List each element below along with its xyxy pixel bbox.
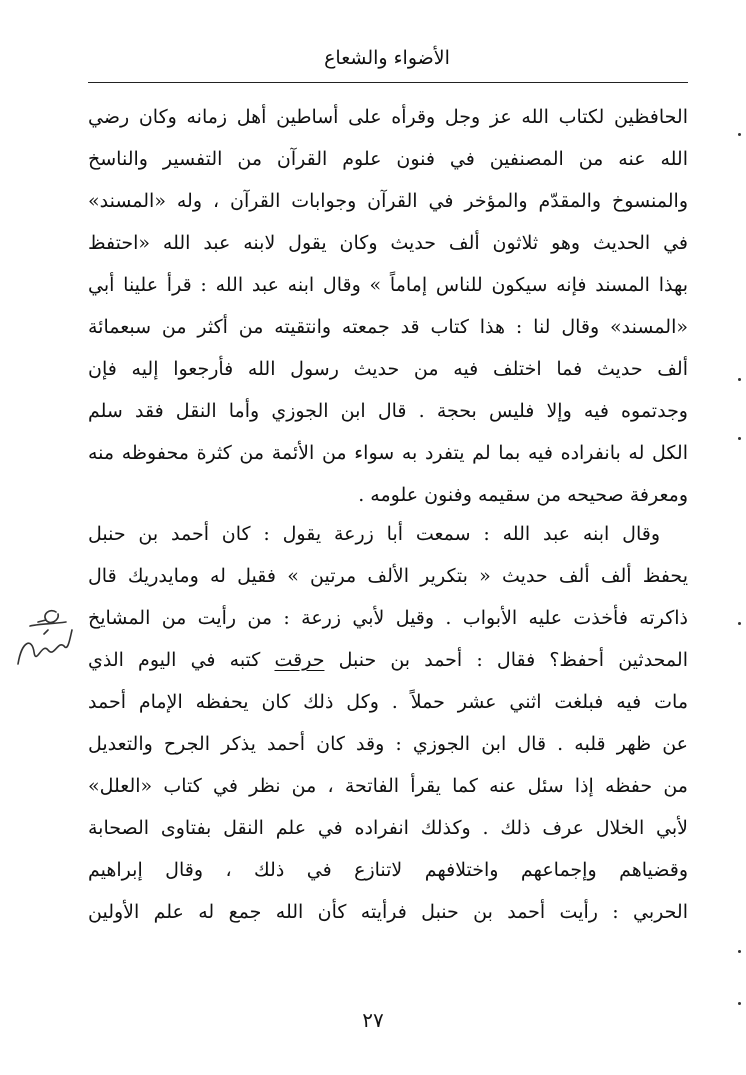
handwritten-margin-note [8, 600, 88, 680]
scan-speck [738, 950, 741, 953]
text-line: في الحديث وهو ثلاثون ألف حديث وكان يقول لابنه عبد الله «احتفظ [88, 232, 688, 254]
scan-speck [738, 1002, 741, 1005]
text-line: «المسند» وقال لنا : هذا كتاب قد جمعته وانتقيته من أكثر من سبعمائة [88, 316, 688, 338]
text-line: مات فيه فبلغت اثني عشر حملاً . وكل ذلك كان يحفظه الإمام أحمد [88, 691, 688, 713]
page-number: ٢٧ [362, 1008, 384, 1032]
running-header-title: الأضواء والشعاع [324, 47, 450, 69]
text-line: ذاكرته فأخذت عليه الأبواب . وقيل لأبي زرعة : من رأيت من المشايخ [88, 607, 688, 629]
text-line: ومعرفة صحيحه من سقيمه وفنون علومه . [358, 484, 688, 506]
text-line: عن ظهر قلبه . قال ابن الجوزي : وقد كان أحمد يذكر الجرح والتعديل [88, 733, 688, 755]
header-rule [88, 82, 688, 83]
text-line: الله عنه من المصنفين في فنون علوم القرآن من التفسير والناسخ [88, 148, 688, 170]
text-line: وجدتموه فيه وإلا فليس بحجة . قال ابن الجوزي وأما النقل فقد سلم [88, 400, 688, 422]
text-line: من حفظه إذا سئل عنه كما يقرأ الفاتحة ، من نظر في كتاب «العلل» [88, 775, 688, 797]
text-line: الحربي : رأيت أحمد بن حنبل فرأيته كأن الله جمع له علم الأولين [88, 901, 688, 923]
paragraph-2 [88, 513, 688, 933]
paragraph-1 [88, 96, 688, 516]
text-line: والمنسوخ والمقدّم والمؤخر في القرآن وجوابات القرآن ، وله «المسند» [88, 190, 688, 212]
scan-speck [738, 133, 741, 136]
text-line: وقال ابنه عبد الله : سمعت أبا زرعة يقول : كان أحمد بن حنبل [88, 523, 660, 545]
text-line: يحفظ ألف ألف حديث « بتكرير الألف مرتين » فقيل له ومايدريك قال [88, 565, 688, 587]
text-line: لأبي الخلال عرف ذلك . وكذلك انفراده في علم النقل بفتاوى الصحابة [88, 817, 688, 839]
text-line: الحافظين لكتاب الله عز وجل وقرأه على أساطين أهل زمانه وكان رضي [88, 106, 688, 128]
underlined-word: حرقت [274, 649, 325, 671]
scan-speck [738, 378, 741, 381]
text-line: الكل له بانفراده فيه بما لم يتفرد به سواء من الأئمة من كثرة محفوظه منه [88, 442, 688, 464]
text-line: ألف حديث فما اختلف فيه من حديث رسول الله فأرجعوا إليه فإن [88, 358, 688, 380]
scan-speck [738, 437, 741, 440]
text-line: بهذا المسند فإنه سيكون للناس إماماً » وقال ابنه عبد الله : قرأ علينا أبي [88, 274, 688, 296]
text-line: وقضياهم وإجماعهم واختلافهم لاتنازع في ذلك ، وقال إبراهيم [88, 859, 688, 881]
text-line-with-underline: المحدثين أحفظ؟ فقال : أحمد بن حنبل حرقت كتبه في اليوم الذي [88, 649, 688, 671]
scan-speck [738, 622, 741, 625]
